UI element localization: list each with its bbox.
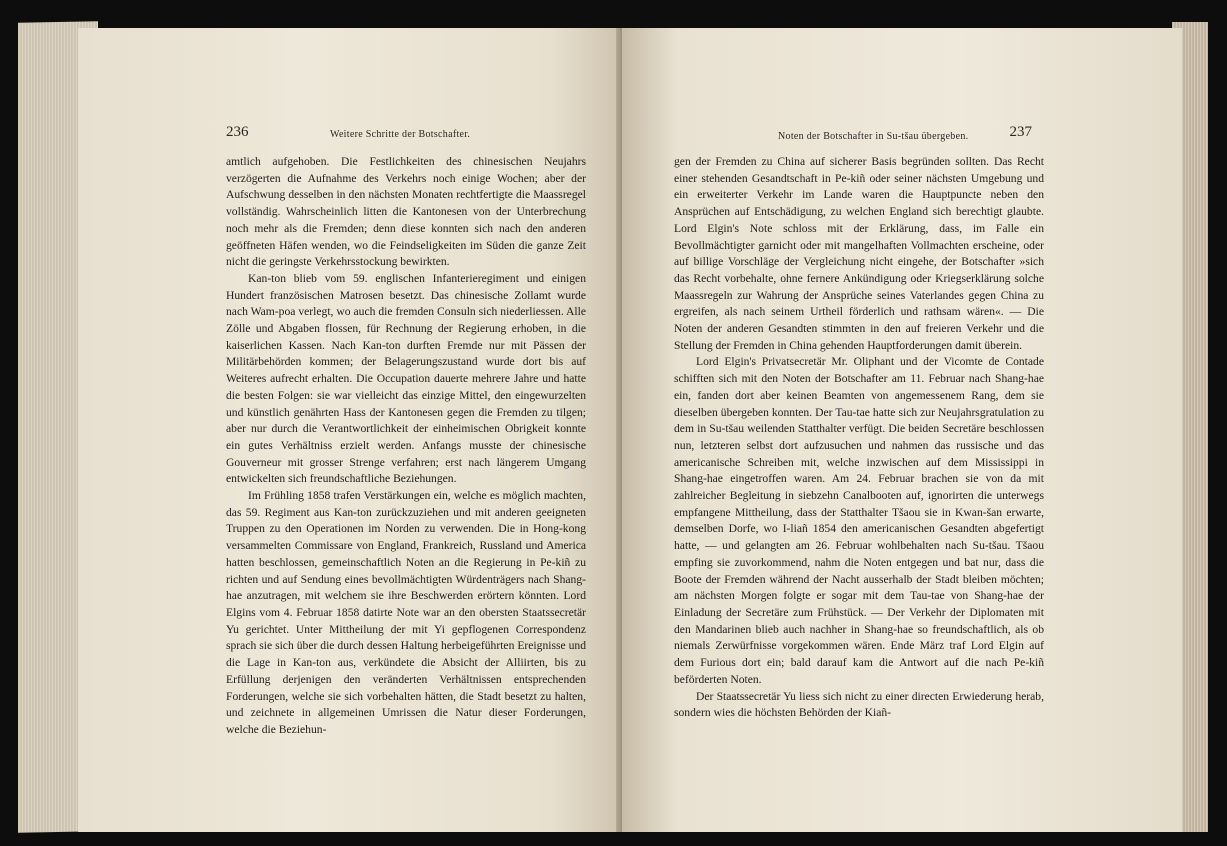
page-number: 236 [226, 124, 249, 140]
page-number: 237 [1009, 124, 1032, 140]
running-head: Weitere Schritte der Botschafter. [330, 129, 471, 140]
left-page [78, 28, 633, 832]
paragraph: amtlich aufgehoben. Die Festlichkeiten des chinesischen Neujahrs verzögerten die Aufnahme des Verkehrs noch einige Wochen; aber der Aufschwung desselben in den nächsten Monaten rechtfertigte die Maassregel vollständig. Wahrscheinlich litten die Kantonesen von der Unterbrechung noch mehr als die Fremden; denn diese konnten sich nach den anderen geöffneten Häfen wenden, wo die Feindseligkeiten im Süden die ganze Zeit nicht die geringste Verkehrsstockung bewirkten. [226, 155, 586, 269]
right-page [622, 28, 1182, 832]
right-page-header [622, 126, 1182, 148]
paragraph: Der Staatssecretär Yu liess sich nicht zu einer directen Erwiederung herab, sondern wies die höchsten Behörden der Kiañ- [674, 689, 1044, 720]
paragraph: gen der Fremden zu China auf sicherer Basis begründen sollten. Das Recht einer stehenden Gesandtschaft in Pe-kiñ oder seiner nächsten Umgebung und ein erweiterter Verkehr im Lande waren die Hauptpuncte neben den Ansprüchen auf Entschädigung, zu welchen England sich berechtigt glaubte. Lord Elgin's Note schloss mit der Erklärung, dass, im Falle ein Bevollmächtigter garnicht oder mit mangelhaften Vollmachten erscheine, oder auf billige Vorschläge der Vergleichung nicht eingehe, der Botschafter »sich das Recht vorbehalte, ohne fernere Ankündigung oder Kriegserklärung solche Maassregeln zur Wahrung der Ansprüche seines Vaterlandes gegen China zu ergreifen, als nach seinem Urtheil förderlich und rathsam wären«. — Die Noten der anderen Gesandten stimmten in den auf freieren Verkehr und die Stellung der Fremden in China gehenden Hauptforderungen damit überein. [674, 155, 1044, 352]
left-page-text [226, 154, 586, 739]
running-head: Noten der Botschafter in Su-tšau übergeben. [778, 131, 969, 142]
paragraph: Im Frühling 1858 trafen Verstärkungen ein, welche es möglich machten, das 59. Regiment aus Kan-ton zurückzuziehen und mit anderen geeigneten Truppen zu den Operationen im Norden zu verwenden. Die in Hong-kong versammelten Commissare von England, Frankreich, Russland und America hatten beschlossen, gemeinschaftlich Noten an die Regierung in Pe-kiñ zu richten und auf Sendung eines bevollmächtigten Würdenträgers nach Shang-hae anzutragen, mit welchem sie ihre Beschwerden erörtern könnten. Lord Elgins vom 4. Februar 1858 datirte Note war an den obersten Staatssecretär Yu gerichtet. Unter Mittheilung der mit Yi gepflogenen Correspondenz sprach sie sich über die durch dessen Haltung herbeigeführten Ereignisse und die Lage in Kan-ton aus, verkündete die Absicht der Alliirten, bis zu Erfüllung derjenigen den veränderten Verhältnissen entsprechenden Forderungen, welche sie sich vorbehalten hätten, die Stadt besetzt zu halten, und zeichnete in allgemeinen Umrissen die Natur dieser Forderungen, welche die Beziehun- [226, 489, 586, 736]
paragraph: Lord Elgin's Privatsecretär Mr. Oliphant und der Vicomte de Contade schifften sich mit den Noten der Botschafter am 11. Februar nach Shang-hae ein, fanden dort aber keinen Beamten von angemessenem Rang, dem sie dieselben übergeben konnten. Der Tau-tae hatte sich zur Neujahrsgratulation zu dem in Su-tšau weilenden Statthalter verfügt. Die beiden Secretäre beschlossen nun, letzteren selbst dort aufzusuchen und nahmen das russische und das americanische Schreiben mit, welche inzwischen auf dem Mississippi in Shang-hae eingetroffen waren. Am 24. Februar brachen sie von da mit zahlreicher Begleitung in siebzehn Canalbooten auf, ignorirten die unterwegs empfangene Mittheilung, dass der Statthalter Tšaou sie in Kwan-šan erwarte, demselben Dorfe, wo I-liañ 1854 den americanischen Gesandten abgefertigt hatte, — und gelangten am 26. Februar wohlbehalten nach Su-tšau. Tšaou empfing sie zuvorkommend, nahm die Noten entgegen und bat nur, dass die Boote der Fremden während der Nacht ausserhalb der Stadt bleiben möchten; am nächsten Morgen folgte er sogar mit dem Tau-tae von Shang-hae der Einladung der Secretäre zum Frühstück. — Der Verkehr der Diplomaten mit den Mandarinen blieb auch nachher in Shang-hae so freundschaftlich, als ob niemals Zerwürfnisse vorgekommen wären. Ende März traf Lord Elgin auf dem Furious dort ein; bald darauf kam die Antwort auf die nach Pe-kiñ beförderten Noten. [674, 355, 1044, 686]
open-book [18, 12, 1208, 838]
paragraph: Kan-ton blieb vom 59. englischen Infanterieregiment und einigen Hundert französischen Matrosen besetzt. Das chinesische Zollamt wurde nach Wam-poa verlegt, wo auch die fremden Consuln sich niederliessen. Alle Zölle und Abgaben flossen, für Rechnung der Regierung erhoben, in die kaiserlichen Kassen. Nach Kan-ton durften Fremde nur mit Pässen der Militärbehörden kommen; der Belagerungszustand wurde dort bis auf Weiteres aufrecht erhalten. Die Occupation dauerte mehrere Jahre und hatte die besten Folgen: sie war vielleicht das einzige Mittel, den eingewurzelten und künstlich genährten Hass der Kantonesen gegen die Fremden zu tilgen; aber nur durch die Verantwortlichkeit der einheimischen Obrigkeit konnte ein gutes Verhältniss erzielt werden. Anfangs musste der chinesische Gouverneur mit grosser Strenge verfahren; erst nach längerem Umgang entwickelten sich freundschaftliche Beziehungen. [226, 271, 586, 486]
right-page-text [674, 154, 1044, 722]
left-page-header [78, 126, 633, 148]
